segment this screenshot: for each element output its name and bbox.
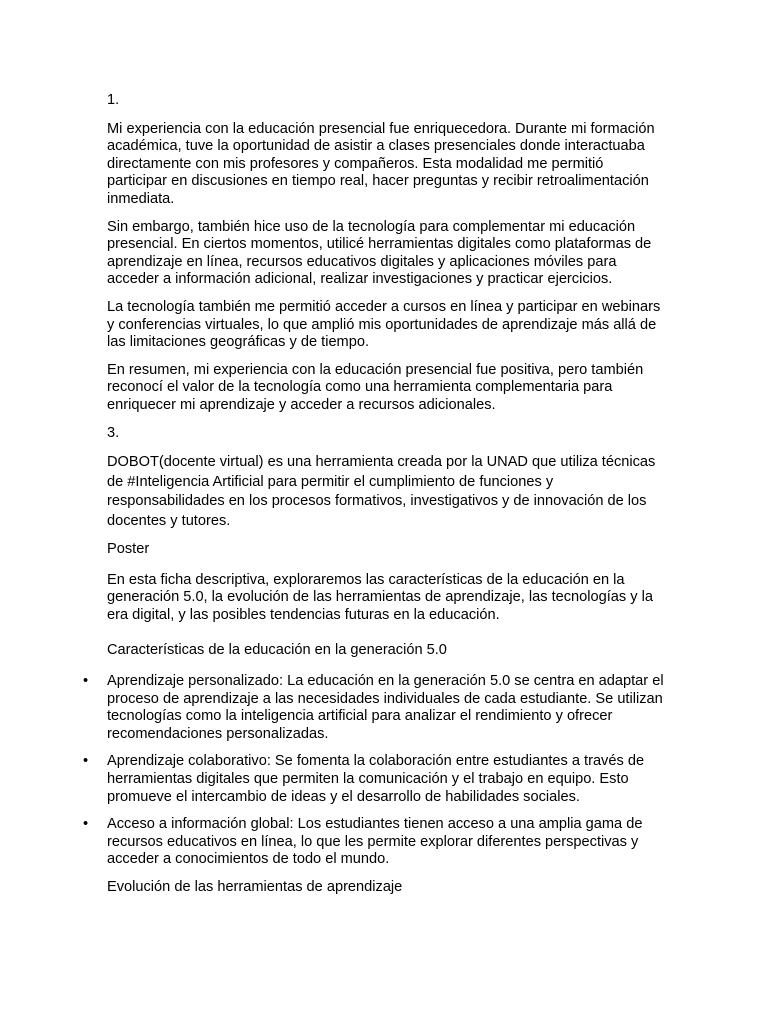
characteristics-list [83, 673, 667, 869]
heading-evolution: Evolución de las herramientas de aprendizaje [107, 879, 403, 895]
list-item [83, 753, 667, 806]
paragraph-summary: En resumen, mi experiencia con la educación presencial fue positiva, pero también reconocí el valor de la tecnología como una herramienta complementaria para enriquecer mi aprendizaje y acceder a recursos adicionales. [107, 361, 644, 413]
paragraph-experience: Mi experiencia con la educación presencial fue enriquecedora. Durante mi formación académica, tuve la oportunidad de asistir a clases presenciales donde interactuaba directamente con mis profesores y compañeros. Esta modalidad me permitió participar en discusiones en tiempo real, hacer preguntas y recibir retroalimentación inmediata. [107, 120, 655, 207]
list-item [83, 673, 667, 743]
list-item-text: Aprendizaje colaborativo: Se fomenta la colaboración entre estudiantes a través de herramientas digitales que permiten la comunicación y el trabajo en equipo. Esto promueve el intercambio de ideas y el desarrollo de habilidades sociales. [107, 753, 645, 805]
heading-characteristics: Características de la educación en la generación 5.0 [107, 642, 447, 659]
bullet-icon: • [83, 673, 89, 690]
list-item-text: Aprendizaje personalizado: La educación en la generación 5.0 se centra en adaptar el proceso de aprendizaje a las necesidades individuales de cada estudiante. Se utilizan tecnologías como la inteligencia artificial para analizar el rendimiento y ofrecer recomendaciones personalizadas. [107, 673, 664, 742]
section-number-3: 3. [107, 424, 120, 441]
list-item [83, 816, 667, 869]
poster-label: Poster [107, 541, 150, 558]
paragraph-online-courses: La tecnología también me permitió acceder a cursos en línea y participar en webinars y conferencias virtuales, lo que amplió mis oportunidades de aprendizaje más allá de las limitaciones geográficas y de tiempo. [107, 298, 661, 351]
section-number-1: 1. [107, 92, 120, 108]
document-body [83, 92, 667, 897]
list-item-text: Acceso a información global: Los estudiantes tienen acceso a una amplia gama de recursos educativos en línea, lo que les permite explorar diferentes perspectivas y acceder a conocimientos de todo el mundo. [107, 816, 643, 868]
paragraph-technology-use: Sin embargo, también hice uso de la tecnología para complementar mi educación presencial. En ciertos momentos, utilicé herramientas digitales como plataformas de aprendizaje en línea, recursos educativos digitales y aplicaciones móviles para acceder a información adicional, realizar investigaciones y practicar ejercicios. [107, 218, 652, 288]
paragraph-dobot: DOBOT(docente virtual) es una herramienta creada por la UNAD que utiliza técnicas de #Inteligencia Artificial para permitir el cumplimiento de funciones y responsabilidades en los procesos formativos, investigativos y de innovación de los docentes y tutores. [107, 454, 656, 529]
paragraph-intro: En esta ficha descriptiva, exploraremos las características de la educación en la generación 5.0, la evolución de las herramientas de aprendizaje, las tecnologías y la era digital, y las posibles tendencias futuras en la educación. [107, 571, 653, 623]
bullet-icon: • [83, 753, 89, 770]
bullet-icon: • [83, 816, 89, 833]
